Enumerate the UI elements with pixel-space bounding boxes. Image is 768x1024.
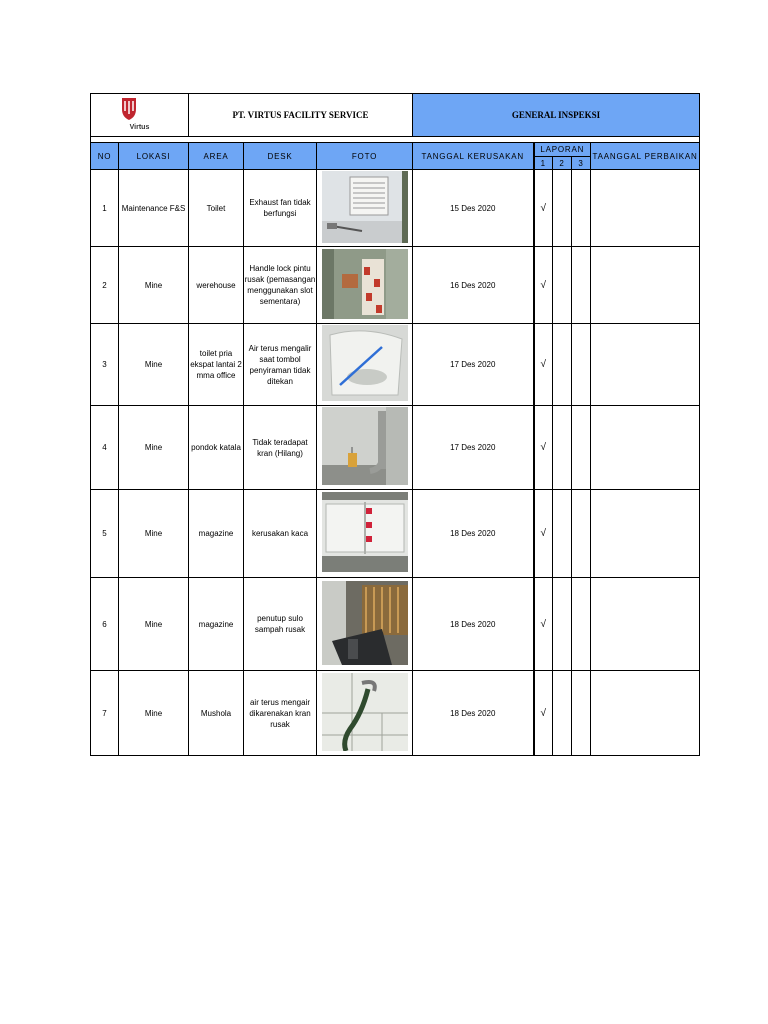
inspection-sheet (90, 93, 699, 756)
table-row (91, 406, 700, 490)
cell-area: toilet pria ekspat lantai 2 mma office (189, 324, 244, 406)
col-desk: DESK (244, 143, 317, 170)
col-tanggal-kerusakan: TANGGAL KERUSAKAN (413, 143, 534, 170)
cell-no: 3 (91, 324, 119, 406)
company-name: PT. VIRTUS FACILITY SERVICE (189, 94, 413, 137)
cell-desk: Air terus mengalir saat tombol penyiraman tidak ditekan (244, 324, 317, 406)
cell-foto (317, 324, 413, 406)
broken-glass-photo-icon (322, 492, 408, 572)
cell-laporan-2 (553, 671, 572, 756)
cell-desk: kerusakan kaca (244, 490, 317, 578)
cell-laporan-1: √ (534, 324, 553, 406)
cell-area: pondok katala (189, 406, 244, 490)
cell-laporan-2 (553, 324, 572, 406)
cell-laporan-2 (553, 490, 572, 578)
cell-perbaikan (591, 490, 700, 578)
cell-tanggal: 18 Des 2020 (413, 490, 534, 578)
exhaust-fan-photo-icon (322, 171, 408, 243)
cell-lokasi: Mine (119, 324, 189, 406)
cell-foto (317, 671, 413, 756)
cell-laporan-3 (572, 671, 591, 756)
cell-lokasi: Mine (119, 247, 189, 324)
cell-foto (317, 247, 413, 324)
cell-area: Toilet (189, 170, 244, 247)
cell-laporan-2 (553, 406, 572, 490)
table-row (91, 247, 700, 324)
table-row (91, 671, 700, 756)
cell-lokasi: Mine (119, 406, 189, 490)
cell-area: Mushola (189, 671, 244, 756)
cell-lokasi: Mine (119, 490, 189, 578)
col-laporan-3: 3 (572, 157, 591, 170)
cell-tanggal: 18 Des 2020 (413, 578, 534, 671)
cell-desk: Tidak teradapat kran (Hilang) (244, 406, 317, 490)
inspection-table (90, 93, 700, 756)
missing-tap-photo-icon (322, 407, 408, 485)
cell-laporan-3 (572, 247, 591, 324)
cell-foto (317, 490, 413, 578)
logo-text: Virtus (129, 124, 150, 131)
table-row (91, 578, 700, 671)
cell-area: werehouse (189, 247, 244, 324)
cell-perbaikan (591, 406, 700, 490)
col-tanggal-perbaikan: TAANGGAL PERBAIKAN (591, 143, 700, 170)
urinal-photo-icon (322, 325, 408, 401)
cell-perbaikan (591, 578, 700, 671)
title-row (91, 94, 700, 137)
table-row (91, 170, 700, 247)
cell-laporan-1: √ (534, 671, 553, 756)
cell-laporan-1: √ (534, 406, 553, 490)
cell-laporan-3 (572, 406, 591, 490)
col-lokasi: LOKASI (119, 143, 189, 170)
cell-no: 5 (91, 490, 119, 578)
cell-area: magazine (189, 578, 244, 671)
col-laporan-1: 1 (534, 157, 553, 170)
cell-laporan-2 (553, 170, 572, 247)
col-laporan: LAPORAN (534, 143, 591, 157)
col-no: NO (91, 143, 119, 170)
cell-no: 4 (91, 406, 119, 490)
cell-desk: air terus mengair dikarenakan kran rusak (244, 671, 317, 756)
sheet-title: GENERAL INSPEKSI (413, 94, 700, 137)
cell-laporan-1: √ (534, 247, 553, 324)
cell-no: 7 (91, 671, 119, 756)
cell-tanggal: 16 Des 2020 (413, 247, 534, 324)
cell-no: 1 (91, 170, 119, 247)
cell-lokasi: Mine (119, 578, 189, 671)
cell-tanggal: 18 Des 2020 (413, 671, 534, 756)
cell-perbaikan (591, 671, 700, 756)
virtus-shield-icon (121, 97, 137, 121)
cell-laporan-1: √ (534, 170, 553, 247)
cell-tanggal: 17 Des 2020 (413, 324, 534, 406)
table-row (91, 490, 700, 578)
col-foto: FOTO (317, 143, 413, 170)
cell-laporan-3 (572, 324, 591, 406)
cell-desk: Handle lock pintu rusak (pemasangan menggunakan slot sementara) (244, 247, 317, 324)
cell-perbaikan (591, 170, 700, 247)
cell-area: magazine (189, 490, 244, 578)
cell-laporan-3 (572, 170, 591, 247)
cell-laporan-2 (553, 578, 572, 671)
cell-lokasi: Mine (119, 671, 189, 756)
table-row (91, 324, 700, 406)
col-laporan-2: 2 (553, 157, 572, 170)
faucet-photo-icon (322, 673, 408, 751)
cell-no: 6 (91, 578, 119, 671)
cell-lokasi: Maintenance F&S (119, 170, 189, 247)
cell-desk: Exhaust fan tidak berfungsi (244, 170, 317, 247)
cell-perbaikan (591, 324, 700, 406)
cell-tanggal: 17 Des 2020 (413, 406, 534, 490)
company-logo (91, 94, 189, 137)
cell-laporan-1: √ (534, 490, 553, 578)
cell-foto (317, 578, 413, 671)
cell-no: 2 (91, 247, 119, 324)
cell-desk: penutup sulo sampah rusak (244, 578, 317, 671)
cell-tanggal: 15 Des 2020 (413, 170, 534, 247)
cell-foto (317, 170, 413, 247)
cell-laporan-3 (572, 578, 591, 671)
cell-perbaikan (591, 247, 700, 324)
door-lock-photo-icon (322, 249, 408, 319)
col-area: AREA (189, 143, 244, 170)
trash-bin-photo-icon (322, 581, 408, 665)
header-row (91, 143, 700, 157)
cell-laporan-3 (572, 490, 591, 578)
cell-foto (317, 406, 413, 490)
cell-laporan-2 (553, 247, 572, 324)
cell-laporan-1: √ (534, 578, 553, 671)
